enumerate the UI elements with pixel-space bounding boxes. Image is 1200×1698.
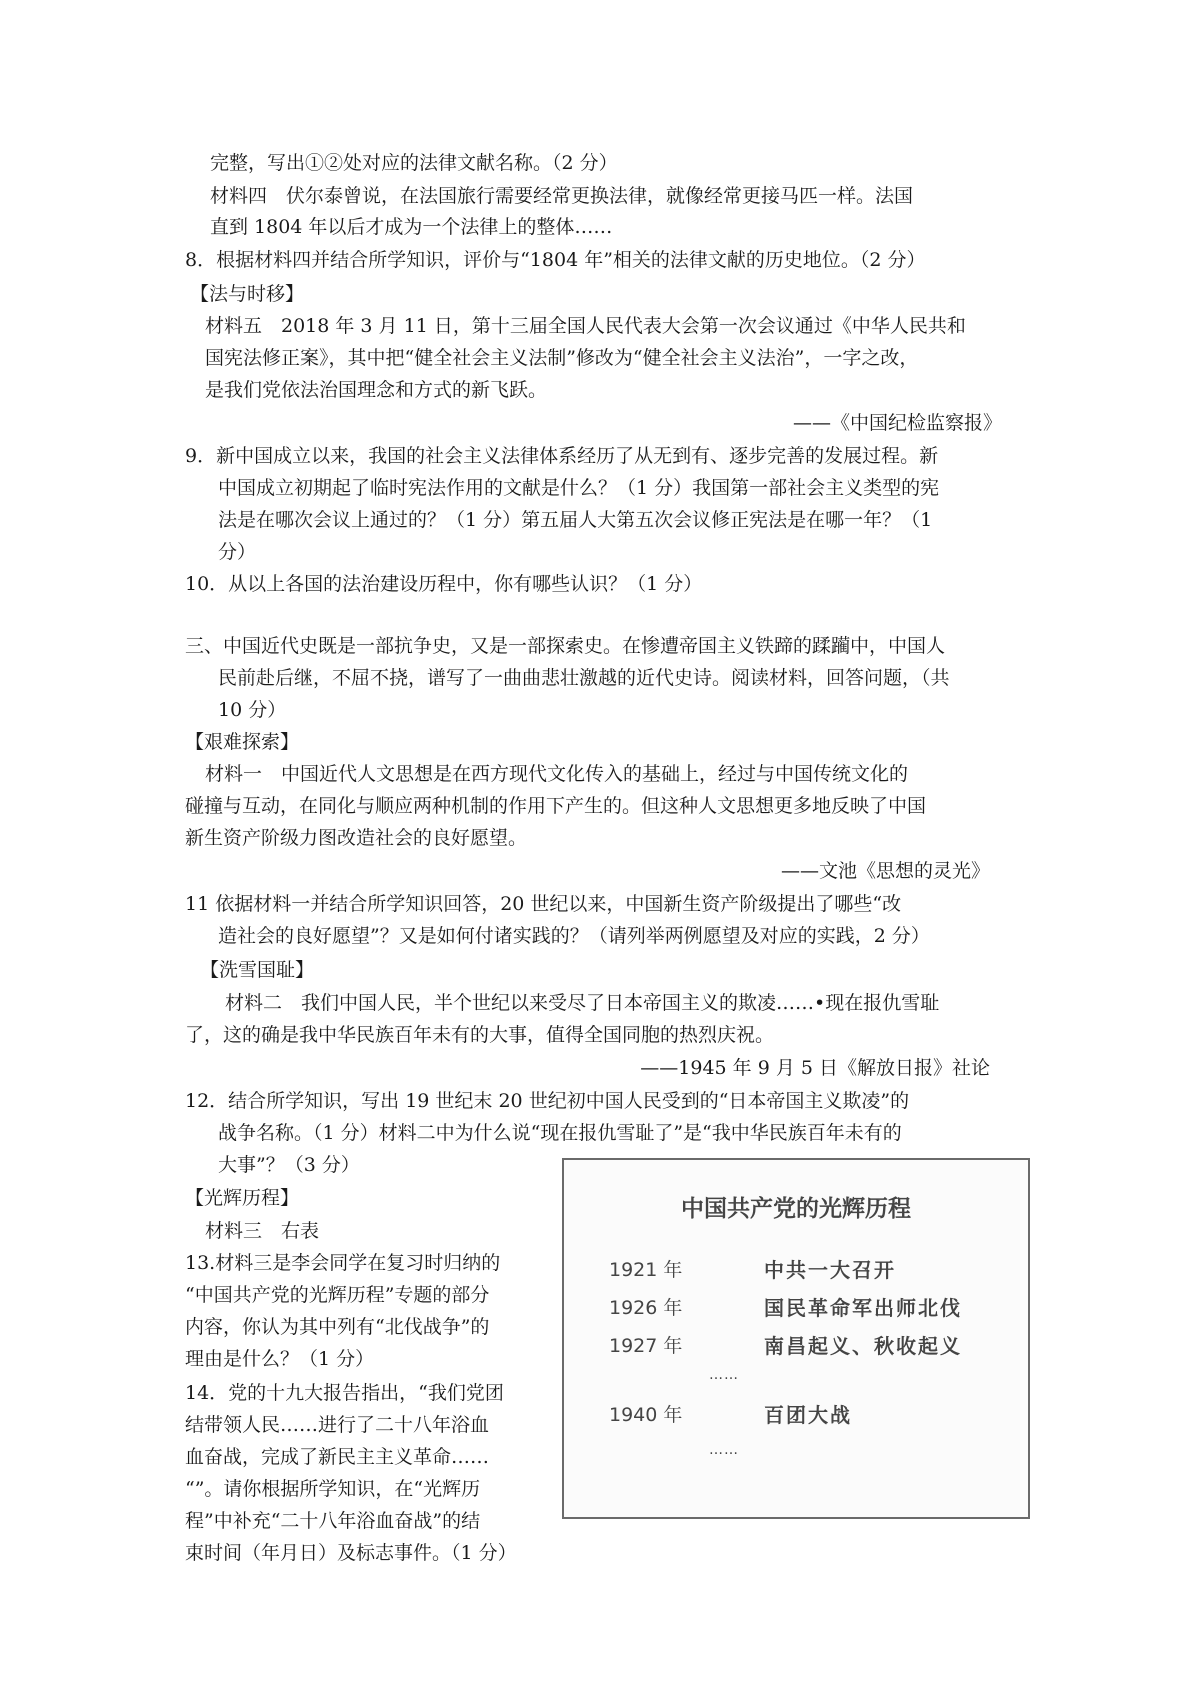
text-line: 血奋战，完成了新民主主义革命…… [185, 1446, 490, 1468]
text-line: 10 分） [218, 699, 287, 721]
text-line: 理由是什么？（1 分） [185, 1348, 375, 1370]
question-8: 8．根据材料四并结合所学知识，评价与“1804 年”相关的法律文献的历史地位。（2 分） [185, 249, 926, 271]
timeline-event: 中共一大召开 [764, 1258, 896, 1282]
question-9: 9．新中国成立以来，我国的社会主义法律体系经历了从无到有、逐步完善的发展过程。新 [185, 445, 939, 467]
source-citation: ——1945 年 9 月 5 日《解放日报》社论 [640, 1057, 990, 1079]
text-line: 民前赴后继，不屈不挠，谱写了一曲曲悲壮激越的近代史诗。阅读材料，回答问题，（共 [218, 667, 950, 689]
question-13: 13.材料三是李会同学在复习时归纳的 [185, 1252, 501, 1274]
timeline-ellipsis: …… [709, 1367, 739, 1383]
timeline-event: 南昌起义、秋收起义 [764, 1334, 962, 1358]
text-line: 材料四 伏尔泰曾说，在法国旅行需要经常更换法律，就像经常更接马匹一样。法国 [210, 185, 914, 207]
timeline-year: 1926 年 [609, 1297, 683, 1319]
text-line: “中国共产党的光辉历程”专题的部分 [185, 1284, 490, 1306]
section-heading: 【法与时移】 [190, 283, 305, 305]
text-line: 法是在哪次会议上通过的？（1 分）第五届人大第五次会议修正宪法是在哪一年？（1 [218, 509, 933, 531]
text-line: 直到 1804 年以后才成为一个法律上的整体…… [210, 216, 613, 238]
question-14: 14．党的十九大报告指出，“我们党团 [185, 1382, 504, 1404]
part-three-heading: 三、中国近代史既是一部抗争史，又是一部探索史。在惨遭帝国主义铁蹄的蹂躏中，中国人 [185, 635, 946, 657]
text-line: 束时间（年月日）及标志事件。（1 分） [185, 1542, 517, 1564]
timeline-ellipsis: …… [709, 1442, 739, 1458]
timeline-year: 1940 年 [609, 1404, 683, 1426]
timeline-year: 1921 年 [609, 1259, 683, 1281]
timeline-year: 1927 年 [609, 1335, 683, 1357]
text-line: 内容，你认为其中列有“北伐战争”的 [185, 1316, 490, 1338]
text-line: 中国成立初期起了临时宪法作用的文献是什么？（1 分）我国第一部社会主义类型的宪 [218, 477, 940, 499]
timeline-table-image [562, 1158, 1030, 1519]
timeline-event: 百团大战 [764, 1403, 852, 1427]
text-line: “”。请你根据所学知识，在“光辉历 [185, 1478, 481, 1500]
text-line: 碰撞与互动，在同化与顺应两种机制的作用下产生的。但这种人文思想更多地反映了中国 [185, 795, 927, 817]
text-line: 材料三 右表 [205, 1220, 320, 1242]
text-line: 完整，写出①②处对应的法律文献名称。（2 分） [210, 152, 618, 174]
question-11: 11 依据材料一并结合所学知识回答，20 世纪以来，中国新生资产阶级提出了哪些“改 [185, 893, 902, 915]
timeline-title: 中国共产党的光辉历程 [681, 1196, 911, 1222]
text-line: 程”中补充“二十八年浴血奋战”的结 [185, 1510, 481, 1532]
text-line: 材料一 中国近代人文思想是在西方现代文化传入的基础上，经过与中国传统文化的 [205, 763, 909, 785]
timeline-event: 国民革命军出师北伐 [764, 1296, 962, 1320]
text-line: 战争名称。（1 分）材料二中为什么说“现在报仇雪耻了”是“我中华民族百年未有的 [218, 1122, 902, 1144]
text-line: 新生资产阶级力图改造社会的良好愿望。 [185, 827, 528, 849]
text-line: 材料二 我们中国人民，半个世纪以来受尽了日本帝国主义的欺凌……•现在报仇雪耻 [225, 992, 940, 1014]
text-line: 造社会的良好愿望”？又是如何付诸实践的？（请列举两例愿望及对应的实践，2 分） [218, 925, 930, 947]
text-line: 分） [218, 541, 257, 563]
question-12: 12．结合所学知识，写出 19 世纪末 20 世纪初中国人民受到的“日本帝国主义欺凌”的 [185, 1090, 910, 1112]
text-line: 是我们党依法治国理念和方式的新飞跃。 [205, 379, 548, 401]
section-heading: 【光辉历程】 [185, 1187, 300, 1209]
text-line: 大事”？（3 分） [218, 1154, 360, 1176]
text-line: 了，这的确是我中华民族百年未有的大事，值得全国同胞的热烈庆祝。 [185, 1024, 775, 1046]
section-heading: 【艰难探索】 [185, 731, 300, 753]
text-line: 材料五 2018 年 3 月 11 日，第十三届全国人民代表大会第一次会议通过《中华人民共和 [205, 315, 966, 337]
text-line: 国宪法修正案》，其中把“健全社会主义法制”修改为“健全社会主义法治”，一字之改， [205, 347, 919, 369]
text-line: 结带领人民……进行了二十八年浴血 [185, 1414, 490, 1436]
source-citation: ——《中国纪检监察报》 [792, 412, 1002, 434]
section-heading: 【洗雪国耻】 [200, 959, 315, 981]
source-citation: ——文池《思想的灵光》 [780, 860, 990, 882]
question-10: 10．从以上各国的法治建设历程中，你有哪些认识？（1 分） [185, 573, 703, 595]
